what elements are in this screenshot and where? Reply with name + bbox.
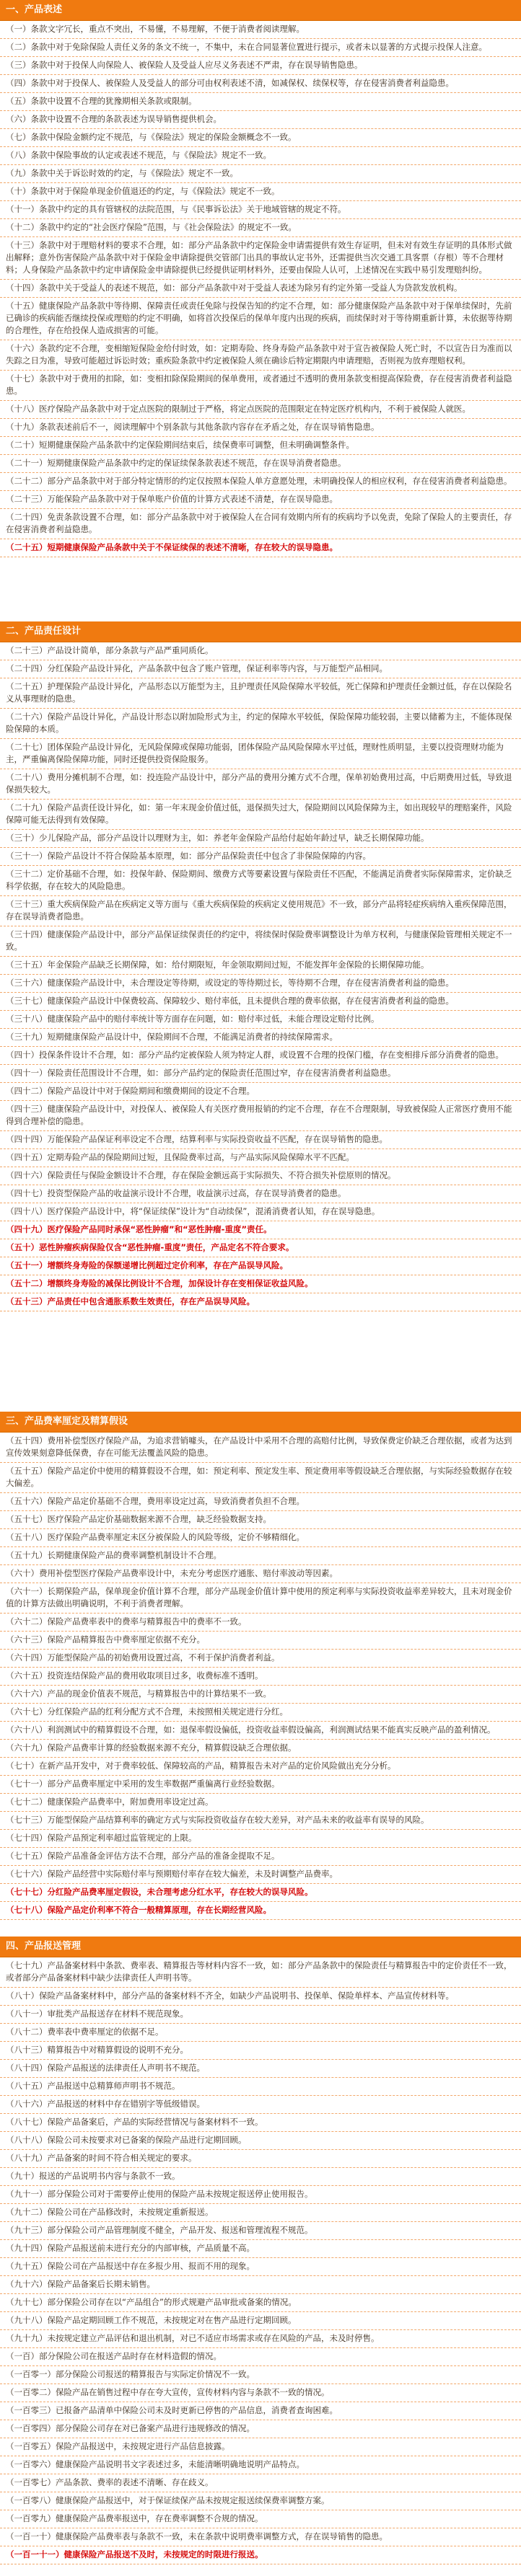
list-item: （九十六）保险产品备案后长期未销售。 xyxy=(0,2276,521,2294)
list-item: （三十八）健康保险产品中的赔付率统计等方面存在问题，如：赔付率过低，未能合理设定赔付比例。 xyxy=(0,1011,521,1029)
list-item: （四十一）保险责任范围设计不合理，如：部分产品约定的保险责任范围过窄，存在侵害消费者利益隐患。 xyxy=(0,1065,521,1083)
list-item: （十九）条款表述前后不一，阅读理解中个别条款与其他条款内容存在矛盾之处，存在误导销售隐患。 xyxy=(0,419,521,437)
list-item: （六十三）保险产品精算报告中费率厘定依据不充分。 xyxy=(0,1632,521,1650)
list-item: （九十）报送的产品说明书内容与条款不一致。 xyxy=(0,2168,521,2186)
list-item: （二十九）保险产品责任设计异化，如：第一年末现金价值过低，退保损失过大，保险期间以风险保障为主，如出现较早的理赔案件，风险保障可能无法得到有效保障。 xyxy=(0,800,521,830)
list-item: （七十四）保险产品预定利率超过监管规定的上限。 xyxy=(0,1830,521,1848)
list-item: （六十）费用补偿型医疗保险产品费率设计中，未充分考虑医疗通胀、赔付率波动等因素。 xyxy=(0,1565,521,1583)
list-item: （二十三）产品设计简单，部分条款与产品严重同质化。 xyxy=(0,642,521,660)
section-title: 四、产品报送管理 xyxy=(0,1937,521,1957)
list-item: （九十八）保险产品定期回顾工作不规范，未按规定对在售产品进行定期回顾。 xyxy=(0,2312,521,2330)
list-item: （三十三）重大疾病保险产品在疾病定义等方面与《重大疾病保险的疾病定义使用规范》不一致，部分产品将轻症疾病纳入重疾保障范围，存在误导消费者隐患。 xyxy=(0,896,521,926)
list-item: （九十三）部分保险公司产品管理制度不健全，产品开发、报送和管理流程不规范。 xyxy=(0,2222,521,2240)
section-title: 一、产品表述 xyxy=(0,0,521,21)
section-4 xyxy=(0,1937,521,2559)
list-item: （四十八）医疗保险产品设计中，将“保证续保”设计为“自动续保”，混淆消费者认知，存在误导隐患。 xyxy=(0,1203,521,1221)
list-item: （八十九）产品备案的时间不符合相关规定的要求。 xyxy=(0,2150,521,2168)
list-item: （一百）部分保险公司在报送产品时存在材料造假的情况。 xyxy=(0,2348,521,2366)
list-item: （五十八）医疗保险产品费率厘定未区分被保险人的风险等级，定价不够精细化。 xyxy=(0,1529,521,1547)
list-item: （六十六）产品的现金价值表不规范，与精算报告中的计算结果不一致。 xyxy=(0,1686,521,1704)
list-item: （七十九）产品备案材料中条款、费率表、精算报告等材料内容不一致，如：部分产品条款中的保险责任与精算报告中的定价责任不一致，或者部分产品备案材料中缺少法律责任人声明书等。 xyxy=(0,1957,521,1988)
list-item: （六十九）保险产品费率计算的经验数据来源不充分，精算假设缺乏合理依据。 xyxy=(0,1740,521,1758)
list-item: （九十九）未按规定建立产品评估和退出机制，对已不适应市场需求或存在风险的产品，未及时停售。 xyxy=(0,2330,521,2348)
list-item: （六十四）万能型保险产品的初始费用设置过高，不利于保护消费者利益。 xyxy=(0,1650,521,1668)
list-item: （三十）少儿保险产品，部分产品设计以理财为主，如：养老年金保险产品给付起始年龄过早，缺乏长期保障功能。 xyxy=(0,830,521,848)
list-item: （一百零四）部分保险公司存在对已备案产品进行违规修改的情况。 xyxy=(0,2420,521,2438)
list-item: （二十五）护理保险产品设计异化，产品形态以万能型为主，且护理责任风险保障水平较低，死亡保障和护理责任金额过低，存在以保险名义从事理财的隐患。 xyxy=(0,678,521,709)
list-item: （七十三）万能型保险产品结算利率的确定方式与实际投资收益存在较大差异，对产品未来的收益率有误导的风险。 xyxy=(0,1812,521,1830)
list-item: （八十一）审批类产品报送存在材料不规范现象。 xyxy=(0,2006,521,2024)
section-2 xyxy=(0,621,521,1412)
list-item: （七十）在新产品开发中，对于费率较低、保障较高的产品，精算报告未对产品的定价风险做出充分分析。 xyxy=(0,1758,521,1776)
list-item: （八十三）精算报告中对精算假设的说明不充分。 xyxy=(0,2042,521,2060)
list-item: （十七）条款中对于费用的扣除，如：变相扣除保险期间的保单费用，或者通过不透明的费用条款变相提高保险费，存在侵害消费者利益隐患。 xyxy=(0,371,521,401)
list-item: （八十五）产品报送中总精算师声明书不规范。 xyxy=(0,2078,521,2096)
highlighted-list-item: （五十三）产品责任中包含通胀系数生效责任，存在产品误导风险。 xyxy=(0,1293,521,1311)
list-item: （二十一）短期健康保险产品条款中约定的保证续保条款表述不规范，存在误导消费者隐患。 xyxy=(0,455,521,473)
list-item: （四十四）万能保险产品保证利率设定不合理，结算利率与实际投资收益不匹配，存在误导销售的隐患。 xyxy=(0,1131,521,1149)
list-item: （一百零九）健康保险产品费率报送中，存在费率调整不合规的情况。 xyxy=(0,2510,521,2528)
section-title: 三、产品费率厘定及精算假设 xyxy=(0,1412,521,1433)
list-item: （六十五）投资连结保险产品的费用收取项目过多，收费标准不透明。 xyxy=(0,1668,521,1686)
list-item: （二十八）费用分摊机制不合理，如：投连险产品设计中，部分产品的费用分摊方式不合理，保单初始费用过高，中后期费用过低，导致退保损失较大。 xyxy=(0,769,521,800)
list-item: （二）条款中对于免除保险人责任义务的条文不统一，不集中，未在合同显著位置进行提示，或者未以显著的方式提示投保人注意。 xyxy=(0,39,521,57)
section-3 xyxy=(0,1412,521,1937)
highlighted-list-item: （二十五）短期健康保险产品条款中关于不保证续保的表述不清晰，存在较大的误导隐患。 xyxy=(0,539,521,557)
list-item: （一百零八）健康保险产品报送中，对于保证续保产品未按规定报送续保费率调整方案。 xyxy=(0,2492,521,2510)
list-item: （十二）条款中约定的“社会医疗保险”范围，与《社会保险法》的规定不一致。 xyxy=(0,219,521,237)
section-title: 二、产品责任设计 xyxy=(0,621,521,642)
list-item: （十四）条款中关于受益人的表述不规范，如：部分产品条款中对于受益人表述为除另有约定外第一受益人为贷款发放机构。 xyxy=(0,280,521,298)
list-item: （七十六）保险产品经营中实际赔付率与预期赔付率存在较大偏差，未及时调整产品费率。 xyxy=(0,1866,521,1884)
list-item: （九十五）保险公司在产品报送中存在多报少用、报而不用的现象。 xyxy=(0,2258,521,2276)
list-item: （八十七）保险产品备案后，产品的实际经营情况与备案材料不一致。 xyxy=(0,2114,521,2132)
list-item: （二十七）团体保险产品设计异化，无风险保障或保障功能弱，团体保险产品风险保障水平过低，理财性质明显，主要以投资理财功能为主，严重偏离保险保障功能，同时还提供投资保险服务。 xyxy=(0,739,521,769)
list-item: （十一）条款中约定的具有管辖权的法院范围，与《民事诉讼法》关于地域管辖的规定不符。 xyxy=(0,201,521,219)
list-item: （九十七）部分保险公司存在以“产品组合”的形式规避产品审批或备案的情况。 xyxy=(0,2294,521,2312)
list-item: （三十一）保险产品设计不符合保险基本原理，如：部分产品保险责任中包含了非保险保障的内容。 xyxy=(0,848,521,866)
list-item: （五）条款中设置不合理的犹豫期相关条款或限制。 xyxy=(0,93,521,111)
list-item: （一）条款文字冗长，重点不突出，不易懂，不易理解，不便于消费者阅读理解。 xyxy=(0,21,521,39)
highlighted-list-item: （五十一）增额终身寿险的保额递增比例超过定价利率，存在产品误导风险。 xyxy=(0,1257,521,1275)
list-item: （一百零六）健康保险产品说明书文字表述过多，未能清晰明确地说明产品特点。 xyxy=(0,2456,521,2474)
list-item: （六十八）利润测试中的精算假设不合理，如：退保率假设偏低，投资收益率假设偏高，利润测试结果不能真实反映产品的盈利情况。 xyxy=(0,1722,521,1740)
list-item: （十六）条款约定不合理，变相缩短保险金给付时效，如：定期寿险、终身寿险产品条款中对于宣告被保险人死亡时，不以宣告日为准而以失踪之日为准，导致可能超过诉讼时效；重疾险条款中约定被保险人须在确诊后特定期限内申请理赔，否则视为放弃理赔权利。 xyxy=(0,340,521,371)
list-item: （五十九）长期健康保险产品的费率调整机制设计不合理。 xyxy=(0,1547,521,1565)
list-item: （四十七）投资型保险产品的收益演示设计不合理，收益演示过高，存在误导消费者的隐患。 xyxy=(0,1185,521,1203)
list-item: （三十五）年金保险产品缺乏长期保障，如：给付期限短，年金领取期间过短，不能发挥年金保险的长期保障功能。 xyxy=(0,957,521,975)
list-item: （三十四）健康保险产品设计中，部分产品保证续保责任的约定中，将续保时保险费率调整设计为单方权利，与健康保险管理相关规定不一致。 xyxy=(0,926,521,957)
list-item: （九十一）部分保险公司对于需要停止使用的保险产品未按规定报送停止使用报告。 xyxy=(0,2186,521,2204)
list-item: （三十九）短期健康保险产品设计中，保险期间不合理，不能满足消费者的持续保障需求。 xyxy=(0,1029,521,1047)
list-item: （一百零一）部分保险公司报送的精算报告与实际定价情况不一致。 xyxy=(0,2366,521,2384)
list-item: （七十二）健康保险产品费率中，附加费用率设定过高。 xyxy=(0,1794,521,1812)
highlighted-list-item: （七十八）保险产品定价利率不符合一般精算原理，存在长期经营风险。 xyxy=(0,1902,521,1920)
list-item: （二十四）分红保险产品设计异化，产品条款中包含了账户管理，保证利率等内容，与万能型产品相同。 xyxy=(0,660,521,678)
list-item: （八十四）保险产品报送的法律责任人声明书不规范。 xyxy=(0,2060,521,2078)
list-item: （四十五）定期寿险产品的保险期间过短，且保险费率过高，与产品实际风险保障水平不匹配。 xyxy=(0,1149,521,1167)
list-item: （五十六）保险产品定价基础不合理，费用率设定过高，导致消费者负担不合理。 xyxy=(0,1493,521,1511)
list-item: （八十）保险产品备案材料中，部分产品的备案材料不齐全，如缺少产品说明书、投保单、保险单样本、产品宣传材料等。 xyxy=(0,1988,521,2006)
list-item: （九十二）保险公司在产品修改时，未按规定重新报送。 xyxy=(0,2204,521,2222)
list-item: （五十四）费用补偿型医疗保险产品，为追求营销噱头，在产品设计中采用不合理的高赔付比例，导致保费定价缺乏合理依据，或者为达到宣传效果刻意降低保费，存在可能无法覆盖风险的隐患。 xyxy=(0,1433,521,1463)
list-item: （五十五）保险产品定价中使用的精算假设不合理，如：预定利率、预定发生率、预定费用率等假设缺乏合理依据，与实际经验数据存在较大偏差。 xyxy=(0,1463,521,1493)
list-item: （八十六）产品报送的材料中存在错别字等低级错误。 xyxy=(0,2096,521,2114)
list-item: （三十二）定价基础不合理，如：投保年龄、保险期间、缴费方式等要素设置与保险责任不匹配，不能满足消费者实际保障需求，定价缺乏科学依据，存在较大的风险隐患。 xyxy=(0,866,521,896)
list-item: （一百零二）保险产品在销售过程中存在夸大宣传，宣传材料内容与条款不一致的情况。 xyxy=(0,2384,521,2402)
list-item: （一百零五）保险产品报送中，未按规定进行产品信息披露。 xyxy=(0,2438,521,2456)
highlighted-list-item: （七十七）分红险产品费率厘定假设，未合理考虑分红水平，存在较大的误导风险。 xyxy=(0,1884,521,1902)
list-item: （二十）短期健康保险产品条款中约定保险期间结束后，续保费率可调整，但未明确调整条件。 xyxy=(0,437,521,455)
list-item: （一百零七）产品条款、费率的表述不清晰、存在歧义。 xyxy=(0,2474,521,2492)
list-item: （三十六）健康保险产品设计中，未合理设定等待期，或设定的等待期过长，等待期不合理，存在侵害消费者利益的隐患。 xyxy=(0,975,521,993)
list-item: （六十二）保险产品费率表中的费率与精算报告中的费率不一致。 xyxy=(0,1614,521,1632)
list-item: （一百零三）已报备产品清单中保险公司未及时更新已停售的产品信息，消费者查询困难。 xyxy=(0,2402,521,2420)
list-item: （二十三）万能保险产品条款中对于保单账户价值的计算方式表述不清楚，存在误导隐患。 xyxy=(0,491,521,509)
list-item: （四十三）健康保险产品设计中，对投保人、被保险人有关医疗费用报销的约定不合理，存在不合理限制，导致被保险人正常医疗费用不能得到合理补偿的隐患。 xyxy=(0,1101,521,1131)
list-item: （九）条款中关于诉讼时效的约定，与《保险法》规定不一致。 xyxy=(0,165,521,183)
section-1 xyxy=(0,0,521,621)
highlighted-list-item: （五十）恶性肿瘤疾病保险仅含“恶性肿瘤-重度”责任，产品定名不符合要求。 xyxy=(0,1239,521,1257)
list-item: （二十六）保险产品设计异化，产品设计形态以附加险形式为主，约定的保障水平较低，保险保障功能较弱，主要以储蓄为主，不能体现保险保障的本质。 xyxy=(0,709,521,739)
list-item: （五十七）医疗保险产品定价基础数据来源不合理，缺乏经验数据支持。 xyxy=(0,1511,521,1529)
highlighted-list-item: （一百一十一）健康保险产品报送不及时，未按规定的时限进行报送。 xyxy=(0,2546,521,2564)
list-item: （三十七）健康保险产品设计中保费较高、保障较少、赔付率低，且未提供合理的费率依据，存在侵害消费者利益的隐患。 xyxy=(0,993,521,1011)
list-item: （四十）投保条件设计不合理，如：部分产品约定被保险人须为特定人群，或设置不合理的投保门槛，存在变相排斥部分消费者的隐患。 xyxy=(0,1047,521,1065)
list-item: （九十四）保险产品报送前未进行充分的内部审核，产品质量不高。 xyxy=(0,2240,521,2258)
list-item: （十五）健康保险产品条款中等待期、保障责任或责任免除与投保告知的约定不合理，如：部分健康保险产品条款中对于保单续保时，先前已确诊的疾病能否继续投保或理赔的约定不明确，如将首次投保后的保单年度内出现的疾病，而续保时对于等待期重新计算，未依据等待期的合理性，存在给投保人造成损害的可能。 xyxy=(0,298,521,340)
list-item: （二十二）部分产品条款中对于部分特定情形的约定仅按照本保险人单方意愿处理，未明确投保人的相应权利，存在侵害消费者利益隐患。 xyxy=(0,473,521,491)
list-item: （一百一十）健康保险产品费率表与条款不一致，未在条款中说明费率调整方式，存在误导销售的隐患。 xyxy=(0,2528,521,2546)
list-item: （十八）医疗保险产品条款中对于定点医院的限制过于严格，将定点医院的范围限定在特定医疗机构内，不利于被保险人就医。 xyxy=(0,401,521,419)
list-item: （三）条款中对于投保人向保险人、被保险人及受益人应尽义务表述不严肃，存在误导销售隐患。 xyxy=(0,57,521,75)
list-item: （七十一）部分产品费率厘定中采用的发生率数据严重偏离行业经验数据。 xyxy=(0,1776,521,1794)
list-item: （七）条款中保险金额约定不规范，与《保险法》规定的保险金额概念不一致。 xyxy=(0,129,521,147)
list-item: （七十五）保险产品准备金评估方法不合理，部分产品的准备金提取不足。 xyxy=(0,1848,521,1866)
list-item: （四）条款中对于投保人、被保险人及受益人的部分可由权利表述不清，如减保权、续保权等，存在侵害消费者利益隐患。 xyxy=(0,75,521,93)
list-item: （八）条款中保险事故的认定或表述不规范，与《保险法》规定不一致。 xyxy=(0,147,521,165)
list-item: （十）条款中对于保险单现金价值退还的约定，与《保险法》规定不一致。 xyxy=(0,183,521,201)
list-item: （八十八）保险公司未按要求对已备案的保险产品进行定期回顾。 xyxy=(0,2132,521,2150)
list-item: （十三）条款中对于理赔材料的要求不合理，如：部分产品条款中约定保险金申请需提供有效生存证明，但未对有效生存证明的具体形式做出解释；意外伤害保险产品条款中对于保险金申请除提供交管部门出具的事故认定书外，还需提供当次交通工具客票（存根）等不合理材料；人身保险产品条款中约定申请保险金申请除提供已经提供证明材料外，还要由保险人认可，上述情况在实践中易引发理赔纠纷。 xyxy=(0,237,521,280)
highlighted-list-item: （五十二）增额终身寿险的减保比例设计不合理，加保设计存在变相保证收益风险。 xyxy=(0,1275,521,1293)
highlighted-list-item: （四十九）医疗保险产品同时承保“恶性肿瘤”和“恶性肿瘤-重度”责任。 xyxy=(0,1221,521,1239)
list-item: （八十二）费率表中费率厘定的依据不足。 xyxy=(0,2024,521,2042)
list-item: （二十四）免责条款设置不合理，如：部分产品条款中对于被保险人在合同有效期内所有的疾病均予以免责，免除了保险人的主要责任，存在侵害消费者利益隐患。 xyxy=(0,509,521,539)
list-item: （六十一）长期保险产品，保单现金价值计算不合理，部分产品现金价值计算中使用的预定利率与实际投资收益率差异较大，且未对现金价值的计算方法做出明确说明，不利于消费者理解。 xyxy=(0,1583,521,1614)
list-item: （四十二）保险产品设计中对于保险期间和缴费期间的设定不合理。 xyxy=(0,1083,521,1101)
list-item: （六）条款中设置不合理的条款表述为误导销售提供机会。 xyxy=(0,111,521,129)
list-item: （六十七）分红保险产品的红利分配方式不合理，未按照相关规定进行分红。 xyxy=(0,1704,521,1722)
list-item: （四十六）保险责任与保险金额设计不合理，存在保险金额远高于实际损失、不符合损失补偿原则的情况。 xyxy=(0,1167,521,1185)
